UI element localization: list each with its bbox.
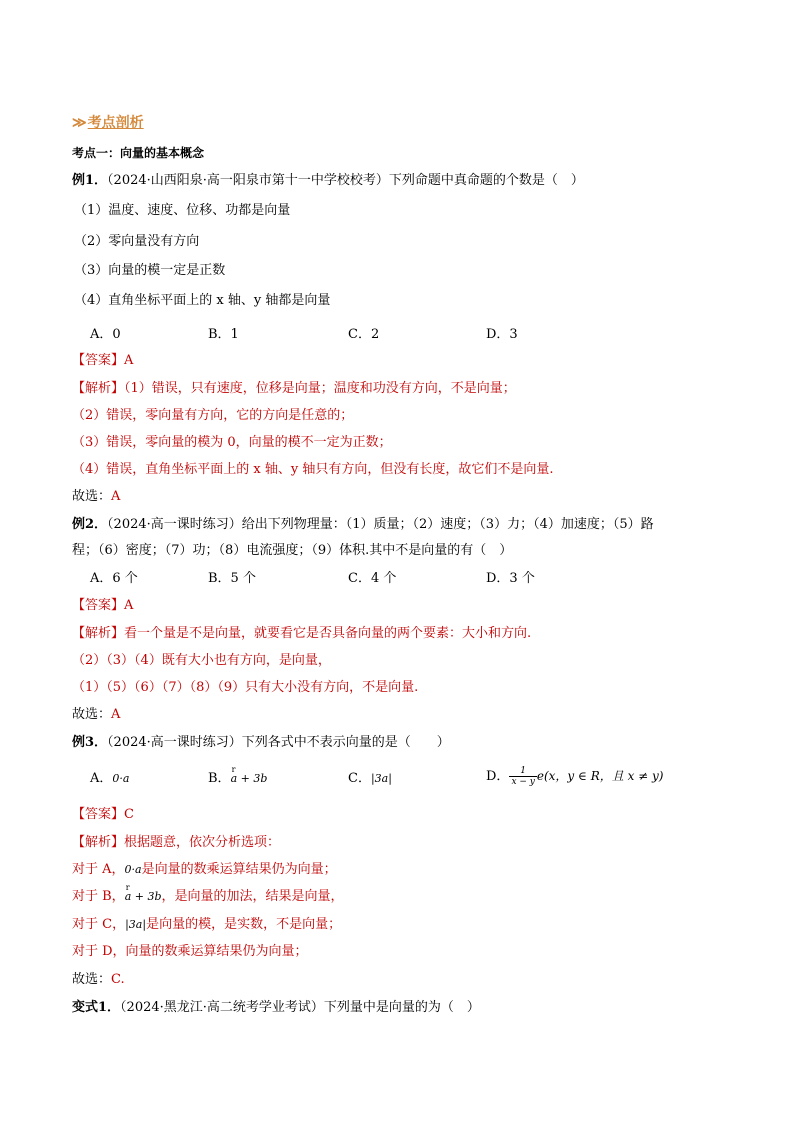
ex1-analysis-2: （2）错误，零向量有方向，它的方向是任意的； bbox=[72, 408, 354, 423]
ex1-answer: 【答案】A bbox=[72, 353, 134, 368]
ex2-option-d: D．3 个 bbox=[486, 571, 535, 586]
ex1-item-3: （3）向量的模一定是正数 bbox=[74, 263, 226, 278]
example-2-question-line-2: 程；（6）密度；（7）功；（8）电流强度；（9）体积.其中不是向量的有（ ） bbox=[72, 543, 513, 558]
ex3-analysis-d: 对于 D，向量的数乘运算结果仍为向量； bbox=[72, 944, 308, 959]
ex1-analysis-1: 【解析】（1）错误，只有速度，位移是向量；温度和功没有方向，不是向量； bbox=[72, 381, 516, 396]
example-label: 例3． bbox=[72, 735, 108, 750]
ex1-option-d: D．3 bbox=[486, 327, 518, 342]
section-heading bbox=[72, 114, 144, 133]
variant-1-question: 变式1．（2024·黑龙江·高二统考学业考试）下列量中是向量的为（ ） bbox=[72, 1000, 480, 1015]
ex2-option-a: A．6 个 bbox=[90, 571, 138, 586]
ex2-option-b: B．5 个 bbox=[208, 571, 256, 586]
ex3-answer: 【答案】C bbox=[72, 807, 134, 822]
ex2-answer: 【答案】A bbox=[72, 598, 134, 613]
ex1-option-c: C．2 bbox=[348, 327, 380, 342]
ex3-option-d: D． $\frac{1}{x - y}$ e(x，y ∈ R，且 x ≠ y) bbox=[486, 766, 664, 787]
example-2-question-line-1: 例2．（2024·高一课时练习）给出下列物理量：（1）质量；（2）速度；（3）力；（4）加速度；（5）路 bbox=[72, 517, 654, 532]
variant-label: 变式1． bbox=[72, 1000, 121, 1015]
ex2-analysis-1: 【解析】看一个量是不是向量，就要看它是否具备向量的两个要素：大小和方向. bbox=[72, 626, 532, 641]
ex3-analysis-a: 对于 A，0·a是向量的数乘运算结果仍为向量； bbox=[72, 862, 337, 877]
ex3-option-b: B．r a + 3b bbox=[208, 770, 267, 788]
fraction: $\frac{1}{x - y}$ bbox=[511, 766, 535, 787]
example-3-question: 例3．（2024·高一课时练习）下列各式中不表示向量的是（ ） bbox=[72, 735, 450, 750]
ex3-choose: 故选：C. bbox=[72, 972, 125, 987]
ex1-option-a: A．0 bbox=[90, 327, 121, 342]
ex3-option-c: C．|3a| bbox=[348, 771, 392, 786]
ex3-analysis-c: 对于 C，|3a|是向量的模，是实数，不是向量； bbox=[72, 917, 342, 932]
ex1-item-1: （1）温度、速度、位移、功都是向量 bbox=[74, 203, 291, 218]
ex1-option-b: B．1 bbox=[208, 327, 239, 342]
ex1-choose: 故选：A bbox=[72, 489, 121, 504]
example-label: 例1． bbox=[72, 173, 108, 188]
ex2-choose: 故选：A bbox=[72, 707, 121, 722]
ex1-analysis-3: （3）错误，零向量的模为 0，向量的模不一定为正数； bbox=[72, 435, 392, 450]
ex1-item-4: （4）直角坐标平面上的 x 轴、y 轴都是向量 bbox=[74, 293, 331, 308]
ex2-analysis-3: （1）（5）（6）（7）（8）（9）只有大小没有方向，不是向量. bbox=[72, 680, 419, 695]
ex1-analysis-4: （4）错误，直角坐标平面上的 x 轴、y 轴只有方向，但没有长度，故它们不是向量. bbox=[72, 462, 554, 477]
section-title: 考点剖析 bbox=[87, 115, 144, 131]
topic-title: 考点一：向量的基本概念 bbox=[72, 146, 205, 160]
ex2-analysis-2: （2）（3）（4）既有大小也有方向，是向量， bbox=[72, 653, 331, 668]
ex3-analysis-0: 【解析】根据题意，依次分析选项： bbox=[72, 835, 281, 850]
ex2-option-c: C．4 个 bbox=[348, 571, 397, 586]
example-1-question: 例1．（2024·山西阳泉·高一阳泉市第十一中学校校考）下列命题中真命题的个数是（ ） bbox=[72, 173, 584, 188]
ex1-item-2: （2）零向量没有方向 bbox=[74, 234, 200, 249]
ex3-option-a: A．0·a bbox=[90, 771, 130, 786]
example-label: 例2． bbox=[72, 517, 108, 532]
ex3-analysis-b: 对于 B，r a + 3b，是向量的加法，结果是向量， bbox=[72, 888, 344, 906]
double-chevron-icon: ≫ bbox=[72, 115, 84, 131]
